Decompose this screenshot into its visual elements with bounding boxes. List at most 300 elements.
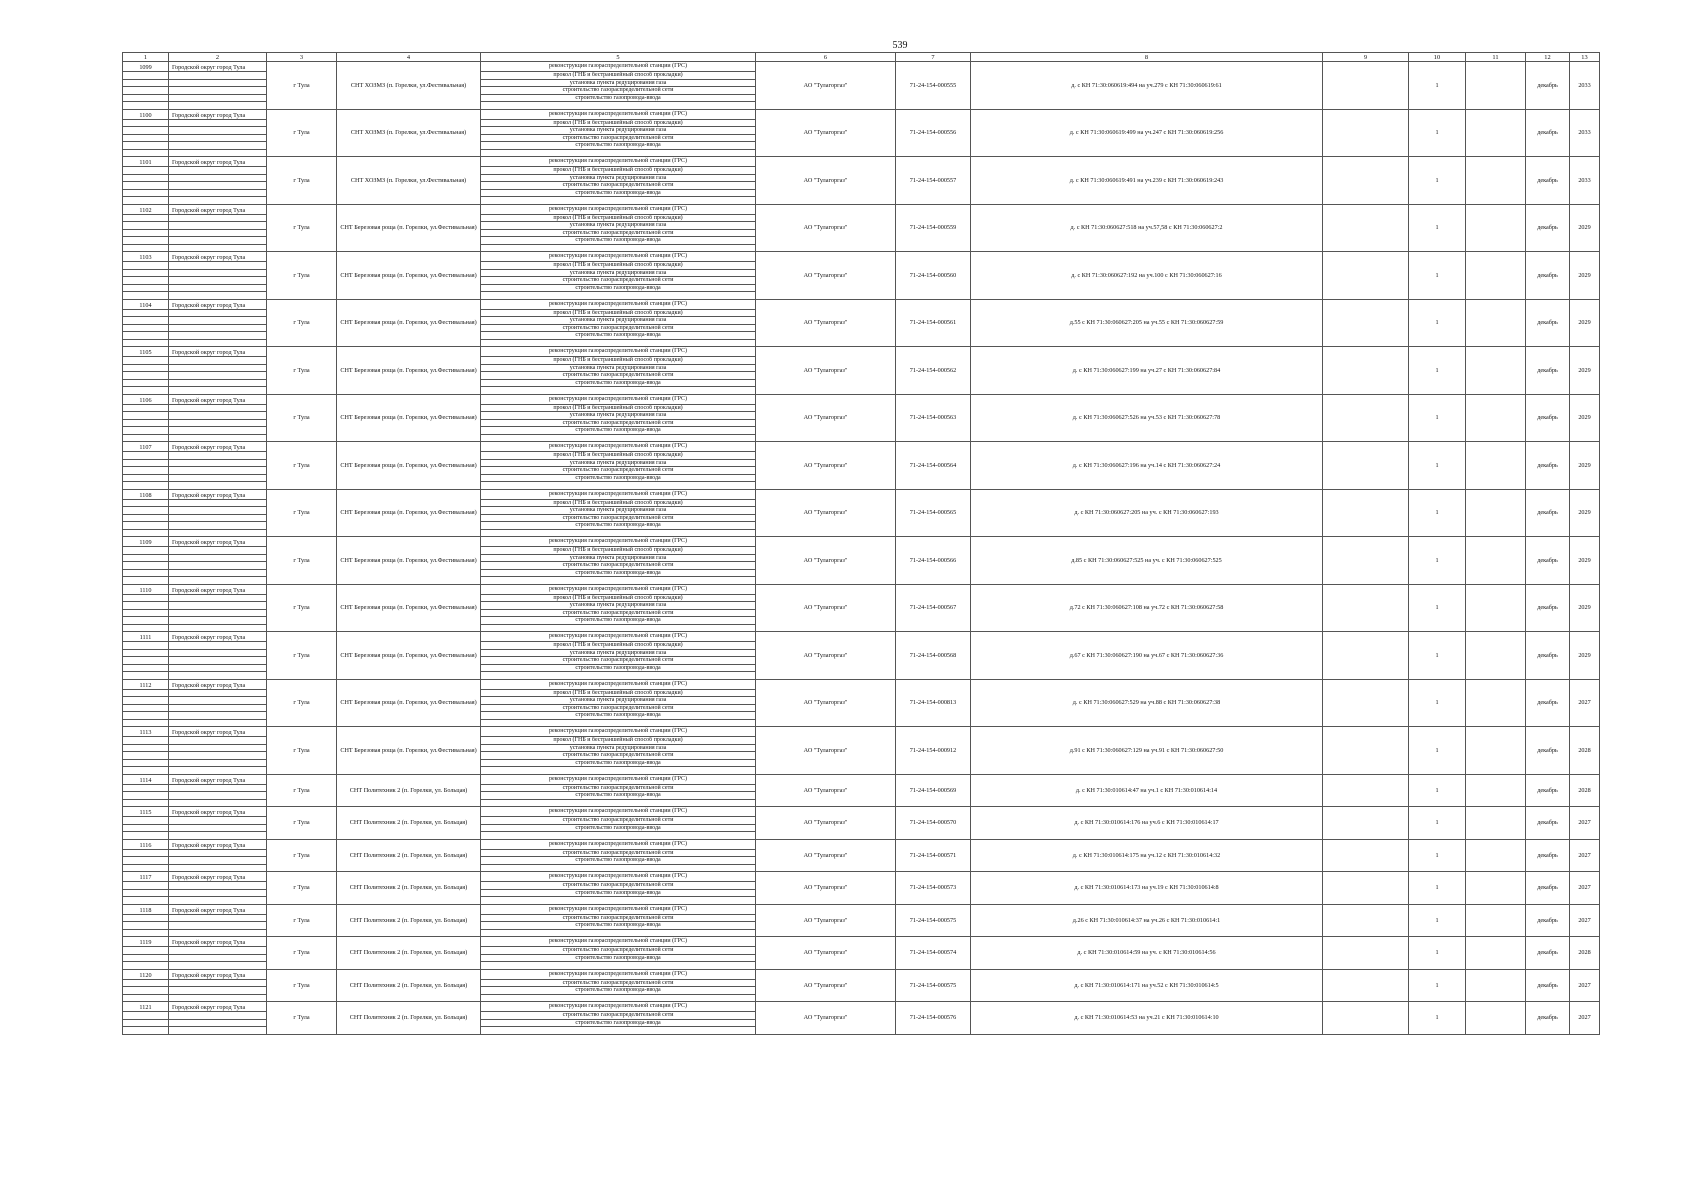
code-cell: 71-24-154-000559 — [896, 204, 971, 252]
col9-cell — [1323, 347, 1409, 395]
col9-cell — [1323, 727, 1409, 775]
empty-cell — [169, 387, 267, 395]
activity-cell: строительство газопровода-ввода — [481, 792, 756, 800]
col11-cell — [1466, 252, 1526, 300]
empty-cell — [123, 547, 169, 555]
empty-cell — [169, 657, 267, 665]
activity-cell: установка пункта редуцирования газа — [481, 269, 756, 277]
empty-cell — [169, 672, 267, 680]
empty-cell — [169, 529, 267, 537]
activity-cell: реконструкция газораспределительной станции (ГРС) — [481, 489, 756, 499]
column-header-7: 7 — [896, 53, 971, 62]
activity-cell: установка пункта редуцирования газа — [481, 317, 756, 325]
location-cell: СНТ ХОЗМЗ (п. Горелки, ул.Фестивальная) — [337, 62, 481, 110]
quantity-cell: 1 — [1409, 727, 1466, 775]
table-row — [123, 62, 1600, 72]
table-row — [123, 1002, 1600, 1012]
code-cell: 71-24-154-000575 — [896, 969, 971, 1002]
activity-cell: строительство газораспределительной сети — [481, 1012, 756, 1020]
year-cell: 2027 — [1570, 679, 1600, 727]
code-cell: 71-24-154-000813 — [896, 679, 971, 727]
empty-cell — [123, 269, 169, 277]
month-cell: декабрь — [1526, 537, 1570, 585]
organization-cell: АО "Тулагоргаз" — [756, 937, 896, 970]
municipality-cell: Городской округ город Тула — [169, 157, 267, 167]
col11-cell — [1466, 299, 1526, 347]
month-cell: декабрь — [1526, 969, 1570, 1002]
empty-cell — [123, 387, 169, 395]
empty-cell — [481, 244, 756, 252]
empty-cell — [169, 954, 267, 962]
activity-cell: установка пункта редуцирования газа — [481, 649, 756, 657]
empty-cell — [169, 452, 267, 460]
empty-cell — [169, 197, 267, 205]
empty-cell — [123, 332, 169, 340]
location-cell: СНТ Политехник 2 (п. Горелки, ул. Больцая) — [337, 774, 481, 807]
code-cell: 71-24-154-000563 — [896, 394, 971, 442]
column-header-10: 10 — [1409, 53, 1466, 62]
empty-cell — [169, 214, 267, 222]
empty-cell — [169, 987, 267, 995]
activity-cell: строительство газопровода-ввода — [481, 1019, 756, 1027]
empty-cell — [169, 522, 267, 530]
address-cell: д. с КН 71:30:060619:499 на уч.247 с КН 71:30:060619:256 — [971, 109, 1323, 157]
record-number: 1121 — [123, 1002, 169, 1012]
empty-cell — [169, 962, 267, 970]
table-row — [123, 727, 1600, 737]
activity-cell: строительство газопровода-ввода — [481, 522, 756, 530]
empty-cell — [123, 1027, 169, 1035]
empty-cell — [123, 134, 169, 142]
empty-cell — [123, 832, 169, 840]
quantity-cell: 1 — [1409, 299, 1466, 347]
empty-cell — [169, 332, 267, 340]
empty-cell — [123, 309, 169, 317]
organization-cell: АО "Тулагоргаз" — [756, 252, 896, 300]
quantity-cell: 1 — [1409, 632, 1466, 680]
empty-cell — [169, 897, 267, 905]
city-cell: г Тула — [267, 109, 337, 157]
organization-cell: АО "Тулагоргаз" — [756, 584, 896, 632]
empty-cell — [169, 849, 267, 857]
code-cell: 71-24-154-000567 — [896, 584, 971, 632]
col11-cell — [1466, 442, 1526, 490]
municipality-cell: Городской округ город Тула — [169, 937, 267, 947]
city-cell: г Тула — [267, 872, 337, 905]
record-number: 1103 — [123, 252, 169, 262]
activity-cell: строительство газораспределительной сети — [481, 849, 756, 857]
empty-cell — [169, 947, 267, 955]
empty-cell — [123, 962, 169, 970]
month-cell: декабрь — [1526, 872, 1570, 905]
empty-cell — [123, 857, 169, 865]
empty-cell — [169, 427, 267, 435]
activity-cell: реконструкция газораспределительной станции (ГРС) — [481, 394, 756, 404]
empty-cell — [169, 864, 267, 872]
empty-cell — [481, 102, 756, 110]
empty-cell — [123, 87, 169, 95]
quantity-cell: 1 — [1409, 252, 1466, 300]
municipality-cell: Городской округ город Тула — [169, 347, 267, 357]
organization-cell: АО "Тулагоргаз" — [756, 727, 896, 775]
month-cell: декабрь — [1526, 109, 1570, 157]
record-number: 1119 — [123, 937, 169, 947]
empty-cell — [123, 649, 169, 657]
address-cell: д.67 с КН 71:30:060627:190 на уч.67 с КН 71:30:060627:36 — [971, 632, 1323, 680]
column-header-13: 13 — [1570, 53, 1600, 62]
address-cell: д. с КН 71:30:060619:491 на уч.239 с КН 71:30:060619:243 — [971, 157, 1323, 205]
activity-cell: строительство газопровода-ввода — [481, 922, 756, 930]
empty-cell — [169, 419, 267, 427]
month-cell: декабрь — [1526, 774, 1570, 807]
col9-cell — [1323, 204, 1409, 252]
location-cell: СНТ Политехник 2 (п. Горелки, ул. Больцая) — [337, 839, 481, 872]
gas-plan-table — [122, 52, 1600, 1035]
municipality-cell: Городской округ город Тула — [169, 204, 267, 214]
location-cell: СНТ Березовая роща (п. Горелки, ул.Фестивальная) — [337, 442, 481, 490]
activity-cell: строительство газораспределительной сети — [481, 87, 756, 95]
code-cell: 71-24-154-000561 — [896, 299, 971, 347]
code-cell: 71-24-154-000573 — [896, 872, 971, 905]
municipality-cell: Городской округ город Тула — [169, 632, 267, 642]
empty-cell — [169, 404, 267, 412]
table-row — [123, 442, 1600, 452]
empty-cell — [123, 244, 169, 252]
empty-cell — [169, 474, 267, 482]
address-cell: д.55 с КН 71:30:060627:205 на уч.55 с КН 71:30:060627:59 — [971, 299, 1323, 347]
address-cell: д. с КН 71:30:010614:53 на уч.21 с КН 71:30:010614:10 — [971, 1002, 1323, 1035]
activity-cell: строительство газораспределительной сети — [481, 372, 756, 380]
location-cell: СНТ Березовая роща (п. Горелки, ул.Фестивальная) — [337, 632, 481, 680]
empty-cell — [169, 237, 267, 245]
activity-cell: установка пункта редуцирования газа — [481, 554, 756, 562]
empty-cell — [169, 712, 267, 720]
empty-cell — [169, 467, 267, 475]
activity-cell: строительство газораспределительной сети — [481, 882, 756, 890]
year-cell: 2029 — [1570, 632, 1600, 680]
col11-cell — [1466, 489, 1526, 537]
empty-cell — [123, 954, 169, 962]
empty-cell — [169, 72, 267, 80]
activity-cell: прокол (ГНБ и бестраншейный способ прокладки) — [481, 72, 756, 80]
empty-cell — [123, 914, 169, 922]
municipality-cell: Городской округ город Тула — [169, 727, 267, 737]
empty-cell — [123, 767, 169, 775]
empty-cell — [169, 229, 267, 237]
city-cell: г Тула — [267, 937, 337, 970]
activity-cell: установка пункта редуцирования газа — [481, 79, 756, 87]
empty-cell — [169, 792, 267, 800]
organization-cell: АО "Тулагоргаз" — [756, 62, 896, 110]
activity-cell: прокол (ГНБ и бестраншейный способ прокладки) — [481, 594, 756, 602]
empty-cell — [481, 197, 756, 205]
location-cell: СНТ Березовая роща (п. Горелки, ул.Фестивальная) — [337, 537, 481, 585]
empty-cell — [123, 657, 169, 665]
empty-cell — [169, 412, 267, 420]
empty-cell — [481, 832, 756, 840]
table-row — [123, 394, 1600, 404]
col9-cell — [1323, 872, 1409, 905]
quantity-cell: 1 — [1409, 807, 1466, 840]
activity-cell: строительство газопровода-ввода — [481, 954, 756, 962]
code-cell: 71-24-154-000576 — [896, 1002, 971, 1035]
empty-cell — [123, 624, 169, 632]
year-cell: 2029 — [1570, 252, 1600, 300]
empty-cell — [169, 507, 267, 515]
empty-cell — [169, 744, 267, 752]
empty-cell — [123, 459, 169, 467]
code-cell: 71-24-154-000912 — [896, 727, 971, 775]
empty-cell — [169, 372, 267, 380]
activity-cell: строительство газораспределительной сети — [481, 324, 756, 332]
empty-cell — [123, 452, 169, 460]
table-body — [123, 62, 1600, 1035]
activity-cell: установка пункта редуцирования газа — [481, 602, 756, 610]
organization-cell: АО "Тулагоргаз" — [756, 489, 896, 537]
table-row — [123, 489, 1600, 499]
empty-cell — [169, 364, 267, 372]
empty-cell — [123, 737, 169, 745]
activity-cell: реконструкция газораспределительной станции (ГРС) — [481, 969, 756, 979]
record-number: 1102 — [123, 204, 169, 214]
municipality-cell: Городской округ город Тула — [169, 872, 267, 882]
empty-cell — [481, 962, 756, 970]
code-cell: 71-24-154-000560 — [896, 252, 971, 300]
record-number: 1114 — [123, 774, 169, 784]
address-cell: д. с КН 71:30:010614:171 на уч.52 с КН 71:30:010614:5 — [971, 969, 1323, 1002]
empty-cell — [123, 94, 169, 102]
city-cell: г Тула — [267, 969, 337, 1002]
empty-cell — [123, 142, 169, 150]
table-row — [123, 872, 1600, 882]
location-cell: СНТ Политехник 2 (п. Горелки, ул. Больцая) — [337, 904, 481, 937]
empty-cell — [123, 182, 169, 190]
empty-cell — [123, 317, 169, 325]
activity-cell: строительство газопровода-ввода — [481, 857, 756, 865]
activity-cell: реконструкция газораспределительной станции (ГРС) — [481, 807, 756, 817]
year-cell: 2027 — [1570, 1002, 1600, 1035]
column-number-header-row — [123, 53, 1600, 62]
empty-cell — [169, 434, 267, 442]
year-cell: 2029 — [1570, 584, 1600, 632]
empty-cell — [123, 642, 169, 650]
code-cell: 71-24-154-000571 — [896, 839, 971, 872]
month-cell: декабрь — [1526, 157, 1570, 205]
empty-cell — [123, 127, 169, 135]
empty-cell — [123, 609, 169, 617]
empty-cell — [123, 792, 169, 800]
empty-cell — [123, 262, 169, 270]
empty-cell — [123, 602, 169, 610]
activity-cell: прокол (ГНБ и бестраншейный способ прокладки) — [481, 499, 756, 507]
municipality-cell: Городской округ город Тула — [169, 839, 267, 849]
code-cell: 71-24-154-000569 — [896, 774, 971, 807]
empty-cell — [123, 752, 169, 760]
activity-cell: установка пункта редуцирования газа — [481, 507, 756, 515]
activity-cell: прокол (ГНБ и бестраншейный способ прокладки) — [481, 547, 756, 555]
col9-cell — [1323, 937, 1409, 970]
address-cell: д. с КН 71:30:060619:494 на уч.279 с КН 71:30:060619:61 — [971, 62, 1323, 110]
activity-cell: прокол (ГНБ и бестраншейный способ прокладки) — [481, 357, 756, 365]
code-cell: 71-24-154-000556 — [896, 109, 971, 157]
empty-cell — [169, 569, 267, 577]
empty-cell — [169, 262, 267, 270]
activity-cell: прокол (ГНБ и бестраншейный способ прокладки) — [481, 214, 756, 222]
empty-cell — [123, 507, 169, 515]
empty-cell — [123, 149, 169, 157]
activity-cell: строительство газораспределительной сети — [481, 419, 756, 427]
organization-cell: АО "Тулагоргаз" — [756, 204, 896, 252]
col9-cell — [1323, 839, 1409, 872]
activity-cell: реконструкция газораспределительной станции (ГРС) — [481, 839, 756, 849]
activity-cell: строительство газопровода-ввода — [481, 142, 756, 150]
empty-cell — [481, 799, 756, 807]
empty-cell — [169, 994, 267, 1002]
empty-cell — [123, 167, 169, 175]
empty-cell — [169, 929, 267, 937]
column-header-11: 11 — [1466, 53, 1526, 62]
code-cell: 71-24-154-000564 — [896, 442, 971, 490]
col11-cell — [1466, 839, 1526, 872]
empty-cell — [481, 529, 756, 537]
empty-cell — [169, 547, 267, 555]
code-cell: 71-24-154-000568 — [896, 632, 971, 680]
empty-cell — [481, 292, 756, 300]
empty-cell — [169, 767, 267, 775]
municipality-cell: Городской округ город Тула — [169, 1002, 267, 1012]
empty-cell — [123, 744, 169, 752]
empty-cell — [123, 427, 169, 435]
empty-cell — [123, 569, 169, 577]
month-cell: декабрь — [1526, 204, 1570, 252]
activity-cell: строительство газопровода-ввода — [481, 987, 756, 995]
organization-cell: АО "Тулагоргаз" — [756, 157, 896, 205]
location-cell: СНТ Политехник 2 (п. Горелки, ул. Больцая) — [337, 1002, 481, 1035]
empty-cell — [169, 102, 267, 110]
activity-cell: строительство газораспределительной сети — [481, 657, 756, 665]
empty-cell — [169, 784, 267, 792]
year-cell: 2029 — [1570, 204, 1600, 252]
location-cell: СНТ Березовая роща (п. Горелки, ул.Фестивальная) — [337, 727, 481, 775]
year-cell: 2033 — [1570, 109, 1600, 157]
address-cell: д.72 с КН 71:30:060627:108 на уч.72 с КН 71:30:060627:58 — [971, 584, 1323, 632]
activity-cell: реконструкция газораспределительной станции (ГРС) — [481, 679, 756, 689]
empty-cell — [123, 817, 169, 825]
quantity-cell: 1 — [1409, 584, 1466, 632]
empty-cell — [169, 317, 267, 325]
empty-cell — [169, 1019, 267, 1027]
code-cell: 71-24-154-000574 — [896, 937, 971, 970]
record-number: 1118 — [123, 904, 169, 914]
location-cell: СНТ ХОЗМЗ (п. Горелки, ул.Фестивальная) — [337, 109, 481, 157]
month-cell: декабрь — [1526, 679, 1570, 727]
table-row — [123, 204, 1600, 214]
code-cell: 71-24-154-000555 — [896, 62, 971, 110]
empty-cell — [169, 824, 267, 832]
empty-cell — [169, 562, 267, 570]
col11-cell — [1466, 969, 1526, 1002]
municipality-cell: Городской округ город Тула — [169, 489, 267, 499]
month-cell: декабрь — [1526, 489, 1570, 537]
empty-cell — [169, 292, 267, 300]
city-cell: г Тула — [267, 62, 337, 110]
quantity-cell: 1 — [1409, 872, 1466, 905]
municipality-cell: Городской округ город Тула — [169, 584, 267, 594]
empty-cell — [169, 284, 267, 292]
empty-cell — [169, 752, 267, 760]
col9-cell — [1323, 537, 1409, 585]
empty-cell — [169, 602, 267, 610]
empty-cell — [123, 412, 169, 420]
year-cell: 2027 — [1570, 969, 1600, 1002]
empty-cell — [481, 339, 756, 347]
empty-cell — [123, 364, 169, 372]
quantity-cell: 1 — [1409, 347, 1466, 395]
empty-cell — [169, 499, 267, 507]
empty-cell — [169, 1012, 267, 1020]
activity-cell: прокол (ГНБ и бестраншейный способ прокладки) — [481, 119, 756, 127]
empty-cell — [123, 102, 169, 110]
empty-cell — [123, 419, 169, 427]
empty-cell — [123, 197, 169, 205]
quantity-cell: 1 — [1409, 109, 1466, 157]
municipality-cell: Городской округ город Тула — [169, 442, 267, 452]
empty-cell — [123, 379, 169, 387]
empty-cell — [123, 189, 169, 197]
empty-cell — [123, 292, 169, 300]
municipality-cell: Городской округ город Тула — [169, 252, 267, 262]
empty-cell — [169, 577, 267, 585]
empty-cell — [123, 799, 169, 807]
empty-cell — [123, 594, 169, 602]
empty-cell — [169, 459, 267, 467]
year-cell: 2029 — [1570, 442, 1600, 490]
activity-cell: строительство газопровода-ввода — [481, 759, 756, 767]
table-row — [123, 839, 1600, 849]
organization-cell: АО "Тулагоргаз" — [756, 1002, 896, 1035]
activity-cell: реконструкция газораспределительной станции (ГРС) — [481, 442, 756, 452]
empty-cell — [123, 474, 169, 482]
organization-cell: АО "Тулагоргаз" — [756, 774, 896, 807]
organization-cell: АО "Тулагоргаз" — [756, 839, 896, 872]
location-cell: СНТ Березовая роща (п. Горелки, ул.Фестивальная) — [337, 489, 481, 537]
activity-cell: строительство газопровода-ввода — [481, 569, 756, 577]
activity-cell: строительство газопровода-ввода — [481, 617, 756, 625]
record-number: 1117 — [123, 872, 169, 882]
city-cell: г Тула — [267, 489, 337, 537]
municipality-cell: Городской округ город Тула — [169, 109, 267, 119]
empty-cell — [169, 309, 267, 317]
code-cell: 71-24-154-000565 — [896, 489, 971, 537]
empty-cell — [123, 404, 169, 412]
location-cell: СНТ Березовая роща (п. Горелки, ул.Фестивальная) — [337, 347, 481, 395]
table-row — [123, 679, 1600, 689]
activity-cell: строительство газораспределительной сети — [481, 947, 756, 955]
empty-cell — [123, 482, 169, 490]
activity-cell: прокол (ГНБ и бестраншейный способ прокладки) — [481, 642, 756, 650]
empty-cell — [169, 979, 267, 987]
empty-cell — [169, 94, 267, 102]
code-cell: 71-24-154-000575 — [896, 904, 971, 937]
month-cell: декабрь — [1526, 394, 1570, 442]
address-cell: д. с КН 71:30:060627:518 на уч.57,58 с КН 71:30:060627:2 — [971, 204, 1323, 252]
quantity-cell: 1 — [1409, 937, 1466, 970]
activity-cell: реконструкция газораспределительной станции (ГРС) — [481, 727, 756, 737]
empty-cell — [481, 897, 756, 905]
empty-cell — [123, 759, 169, 767]
record-number: 1107 — [123, 442, 169, 452]
activity-cell: строительство газораспределительной сети — [481, 229, 756, 237]
